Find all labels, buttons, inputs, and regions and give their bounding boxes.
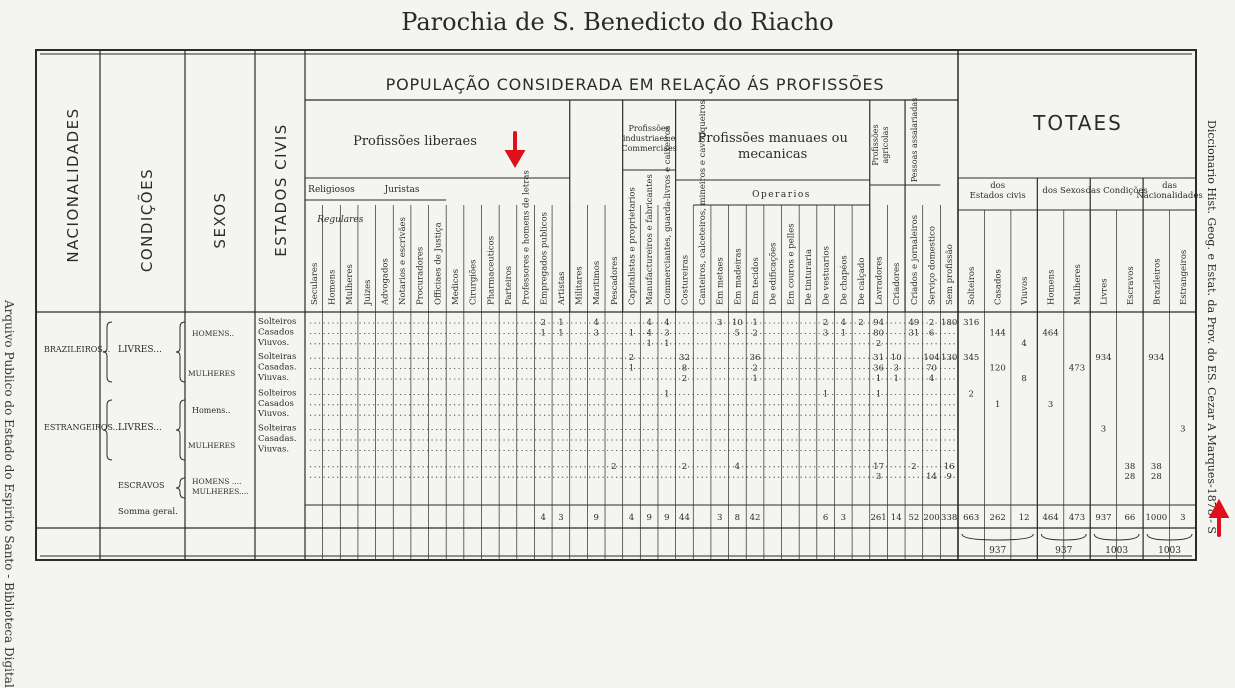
column-label: Serviço domestico [927,225,938,305]
table-cell-value: 464 [1042,328,1059,339]
row-label-estado-civil: Solteiras [258,352,297,363]
header-operarios: Operarios [752,190,811,200]
row-label-brazileiros: BRAZILEIROS... [44,345,111,354]
column-label: Parteiros [503,265,514,305]
table-cell-value: 2 [611,461,617,472]
somma-geral-value: 1000 [1145,513,1168,523]
header-profissoes-agricolas-line: Profissões [870,124,880,166]
somma-geral-value: 8 [734,513,741,523]
column-label: Juizes [362,279,373,305]
column-label: Em couros e pelles [786,223,797,305]
table-cell-value: 1 [875,389,882,400]
table-cell-value: 94 [873,318,884,328]
row-label-mulheres: MULHERES [188,441,236,450]
table-cell-value: 934 [1095,353,1112,364]
column-label: Empregados publicos [539,212,550,305]
row-label-estado-civil: Casados [258,398,294,409]
table-cell-value: 3 [1047,399,1054,410]
column-label: Livres [1099,278,1110,305]
header-totaes-subgroup-line: Nacionalidades [1136,191,1203,201]
table-cell-value: 3 [717,318,723,328]
table-cell-value: 2 [875,338,882,349]
brace-livres [176,400,185,460]
table-cell-value: 1 [840,328,846,339]
row-label-estado-civil: Casadas. [258,362,297,373]
somma-geral-value: 52 [908,513,920,523]
table-cell-value: 16 [943,461,955,472]
table-cell-value: 31 [873,353,884,364]
table-cell-value: 10 [731,318,743,328]
somma-geral-value: 338 [941,513,958,523]
table-cell-value: 8 [681,363,688,374]
row-label-estado-civil: Viuvas. [258,444,290,455]
column-label: Maritimos [592,260,603,305]
table-cell-value: 2 [540,318,546,328]
table-cell-value: 144 [989,328,1006,339]
header-profissoes-industriaes-line: Profissões [628,124,670,133]
row-label-esc-homens: HOMENS .... [192,477,242,486]
table-cell-value: 10 [890,353,902,364]
table-cell-value: 4 [734,461,741,472]
header-totaes-subgroup-line: das [1162,181,1177,191]
left-margin-caption: Arquivo Publico do Estado do Espirito Santo - Biblioteca Digital [2,300,16,688]
table-cell-value: 3 [593,328,599,339]
table-cell-value: 8 [1021,374,1027,384]
header-totaes-subgroup-line: dos [990,181,1006,191]
column-label: Em metaes [715,257,726,305]
row-label-livres: LIVRES... [118,345,162,355]
header-totaes: TOTAES [1033,111,1123,135]
row-label-estado-civil: Viuvas. [258,373,290,383]
header-totaes-subgroup-line: das Condições [1085,186,1148,196]
row-label-mulheres: MULHERES [188,369,236,378]
row-label-esc-mulheres: MULHERES.... [192,487,249,496]
table-cell-value: 3 [664,328,670,339]
column-label: Pharmaceuticos [486,235,497,305]
column-label: Solteiros [967,266,978,305]
column-label: Sem profissão [945,244,956,305]
table-cell-value: 1 [646,338,652,349]
grand-total-brace [962,534,1033,540]
column-label: Officiaes de Justiça [433,222,444,305]
table-cell-value: 473 [1068,363,1086,374]
table-cell-value: 3 [875,472,882,483]
table-cell-value: 1 [558,318,564,328]
column-label: De vestuarios [821,246,832,305]
somma-geral-value: 200 [923,513,940,523]
table-cell-value: 1 [540,328,546,339]
table-cell-value: 1 [822,389,829,400]
table-cell-value: 1 [558,328,564,339]
table-cell-value: 2 [752,363,758,374]
column-label: Cirurgiões [468,259,479,305]
somma-geral-value: 3 [840,513,846,523]
column-label: Estrangeiros [1178,249,1189,305]
row-label-somma-geral: Somma geral. [118,507,178,517]
column-label: Em tecidos [751,257,762,305]
column-label: Homens [1046,269,1057,305]
table-cell-value: 3 [822,328,829,339]
header-profissoes-industriaes-line: Commerciaes [621,144,677,153]
brace-escravos [176,478,185,498]
somma-geral-value: 9 [593,513,599,523]
column-label: De edificações [768,242,779,305]
row-label-estado-civil: Casados [258,327,294,338]
column-label: Seculares [309,262,320,305]
table-cell-value: 9 [946,472,952,483]
somma-geral-value: 9 [646,513,652,523]
somma-geral-value: 9 [664,513,670,523]
header-totaes-subgroup-line: Estados civis [969,191,1026,201]
grand-total-value: 1003 [1158,546,1182,556]
header-sexos: SEXOS [211,191,229,249]
table-cell-value: 345 [963,353,980,364]
table-cell-value: 2 [928,318,935,328]
column-label: Mulheres [345,264,356,305]
header-pessoas-assalariadas: Pessoas assalariadas [909,97,919,183]
somma-geral-value: 42 [749,513,761,523]
column-label: Canteiros, calceteiros, mineiros e cavouqueiros [698,99,709,305]
table-cell-value: 4 [840,318,846,328]
table-cell-value: 4 [928,374,935,384]
table-cell-value: 80 [873,328,884,339]
table-cell-value: 120 [989,363,1006,374]
somma-geral-value: 6 [822,513,829,523]
table-cell-value: 32 [679,353,690,364]
column-label: Lavradores [874,256,885,305]
table-cell-value: 31 [908,328,920,339]
table-cell-value: 1 [893,374,899,384]
row-label-estrangeiros: ESTRANGEIROS... [44,423,121,432]
brace-livres [176,322,185,382]
table-cell-value: 3 [893,363,899,374]
table-cell-value: 104 [923,353,940,364]
column-label: De tinturaria [803,248,814,305]
table-cell-value: 2 [911,461,917,472]
row-label-estado-civil: Casadas. [258,434,297,444]
header-nacionalidades: NACIONALIDADES [64,107,82,263]
header-profissoes-manuaes-line: mecanicas [738,147,808,162]
red-arrow-down-icon [508,133,522,164]
somma-geral-value: 4 [540,513,546,523]
column-label: Casados [993,269,1004,305]
grand-total-value: 937 [1055,546,1073,556]
table-cell-value: 3 [1100,424,1107,435]
somma-geral-value: 66 [1124,513,1136,523]
column-label: Militares [574,266,585,305]
grand-total-value: 937 [989,546,1007,556]
somma-geral-value: 44 [679,513,690,523]
column-label: Artistas [556,271,567,305]
column-label: De calçado [856,257,867,305]
column-label: Medicos [451,268,462,305]
column-label: Costureiras [680,254,691,305]
table-cell-value: 180 [941,318,958,328]
table-cell-value: 28 [1124,472,1136,483]
somma-geral-value: 473 [1068,513,1086,523]
table-cell-value: 14 [926,472,937,483]
somma-geral-value: 4 [628,513,635,523]
table-cell-value: 1 [875,374,882,384]
right-margin-caption: Diccionario Hist. Geog. e Estat. da Prov. do ES. Cezar A Marques-1878 - S [1205,120,1218,534]
table-cell-value: 36 [749,353,761,364]
column-label: Professores e homens de letras [521,170,532,305]
row-label-homens: Homens.. [192,406,231,415]
header-religiosos: Religiosos [308,185,355,195]
somma-geral-value: 464 [1042,513,1059,523]
table-cell-value: 2 [752,328,758,339]
column-label: Capitalistas e proprietarios [627,187,638,305]
row-label-escravos: ESCRAVOS [118,481,165,490]
table-cell-value: 1 [994,399,1001,410]
row-label-estado-civil: Solteiras [258,423,297,434]
somma-geral-value: 12 [1018,513,1030,523]
column-label: Manufactureiros e fabricantes [645,174,656,305]
somma-geral-value: 663 [963,513,980,523]
row-label-livres: LIVRES... [118,423,162,433]
table-cell-value: 1 [752,318,758,328]
table-cell-value: 2 [681,461,688,472]
table-cell-value: 4 [593,318,599,328]
column-label: Homens [327,269,338,305]
table-cell-value: 1 [628,328,635,339]
table-cell-value: 38 [1150,461,1162,472]
header-profissoes-industriaes-line: industriaes e [622,134,676,143]
column-label: Advogados [380,258,391,305]
table-cell-value: 1 [628,363,635,374]
table-cell-value: 316 [963,318,980,328]
table-cell-value: 2 [681,374,688,384]
row-label-estado-civil: Viuvos. [258,337,290,348]
table-cell-value: 6 [928,328,935,339]
table-cell-value: 5 [734,328,741,339]
header-condicoes: CONDIÇÕES [138,167,156,273]
header-profissoes-agricolas-line: agricolas [880,126,890,164]
grand-total-value: 1003 [1105,546,1129,556]
header-regulares: Regulares [317,215,364,225]
table-cell-value: 38 [1124,461,1136,472]
row-label-homens: HOMENS.. [192,329,235,338]
somma-geral-value: 14 [890,513,902,523]
header-totaes-subgroup-line: dos Sexos [1042,186,1086,196]
column-label: Mulheres [1073,264,1083,305]
column-label: Criados e jornaleiros [909,214,920,305]
table-cell-value: 49 [908,318,920,328]
somma-geral-value: 261 [870,513,887,523]
row-label-estado-civil: Solteiros [258,317,297,327]
column-label: De chapéos [839,255,850,305]
somma-geral-value: 3 [558,513,564,523]
column-label: Notarios e escrivães [398,217,409,305]
table-cell-value: 3 [1180,424,1186,435]
header-profissoes-liberaes: Profissões liberaes [353,134,477,149]
table-cell-value: 28 [1150,472,1162,483]
column-label: Viuvos [1020,276,1031,305]
column-label: Escravos [1125,266,1136,305]
table-cell-value: 4 [664,318,670,328]
column-label: Procuradores [415,246,426,305]
table-cell-value: 4 [646,328,652,339]
column-label: Em madeiras [733,248,744,305]
table-cell-value: 130 [941,353,958,364]
table-cell-value: 2 [968,389,974,400]
table-cell-value: 4 [646,318,652,328]
header-juristas: Juristas [384,185,420,195]
table-cell-value: 2 [628,353,635,364]
column-label: Criadores [892,262,903,305]
somma-geral-value: 937 [1095,513,1112,523]
table-cell-value: 1 [664,389,670,400]
table-cell-value: 1 [664,338,670,349]
column-label: Brazileiros [1152,258,1163,305]
header-profissoes-manuaes-line: Profissões manuaes ou [697,131,848,146]
page-title: Parochia de S. Benedicto do Riacho [401,8,834,36]
table-cell-value: 36 [873,363,884,374]
table-cell-value: 934 [1148,353,1165,364]
table-cell-value: 1 [752,374,758,384]
table-cell-value: 70 [926,363,937,374]
table-cell-value: 2 [822,318,829,328]
column-label: Pescadores [609,256,620,305]
row-label-estado-civil: Solteiros [258,388,297,399]
header-estados-civis: ESTADOS CIVIS [272,123,290,257]
row-label-estado-civil: Viuvos. [258,409,290,420]
somma-geral-value: 262 [989,513,1006,523]
somma-geral-value: 3 [1180,513,1186,523]
column-label: Commerciantes, guarda-livros e caixeiros [662,125,673,305]
somma-geral-value: 3 [717,513,723,523]
table-cell-value: 2 [858,318,864,328]
table-cell-value: 17 [873,461,884,472]
header-populacao: POPULAÇÃO CONSIDERADA EM RELAÇÃO ÁS PROFISSÕES [385,75,885,94]
table-cell-value: 4 [1021,338,1027,349]
